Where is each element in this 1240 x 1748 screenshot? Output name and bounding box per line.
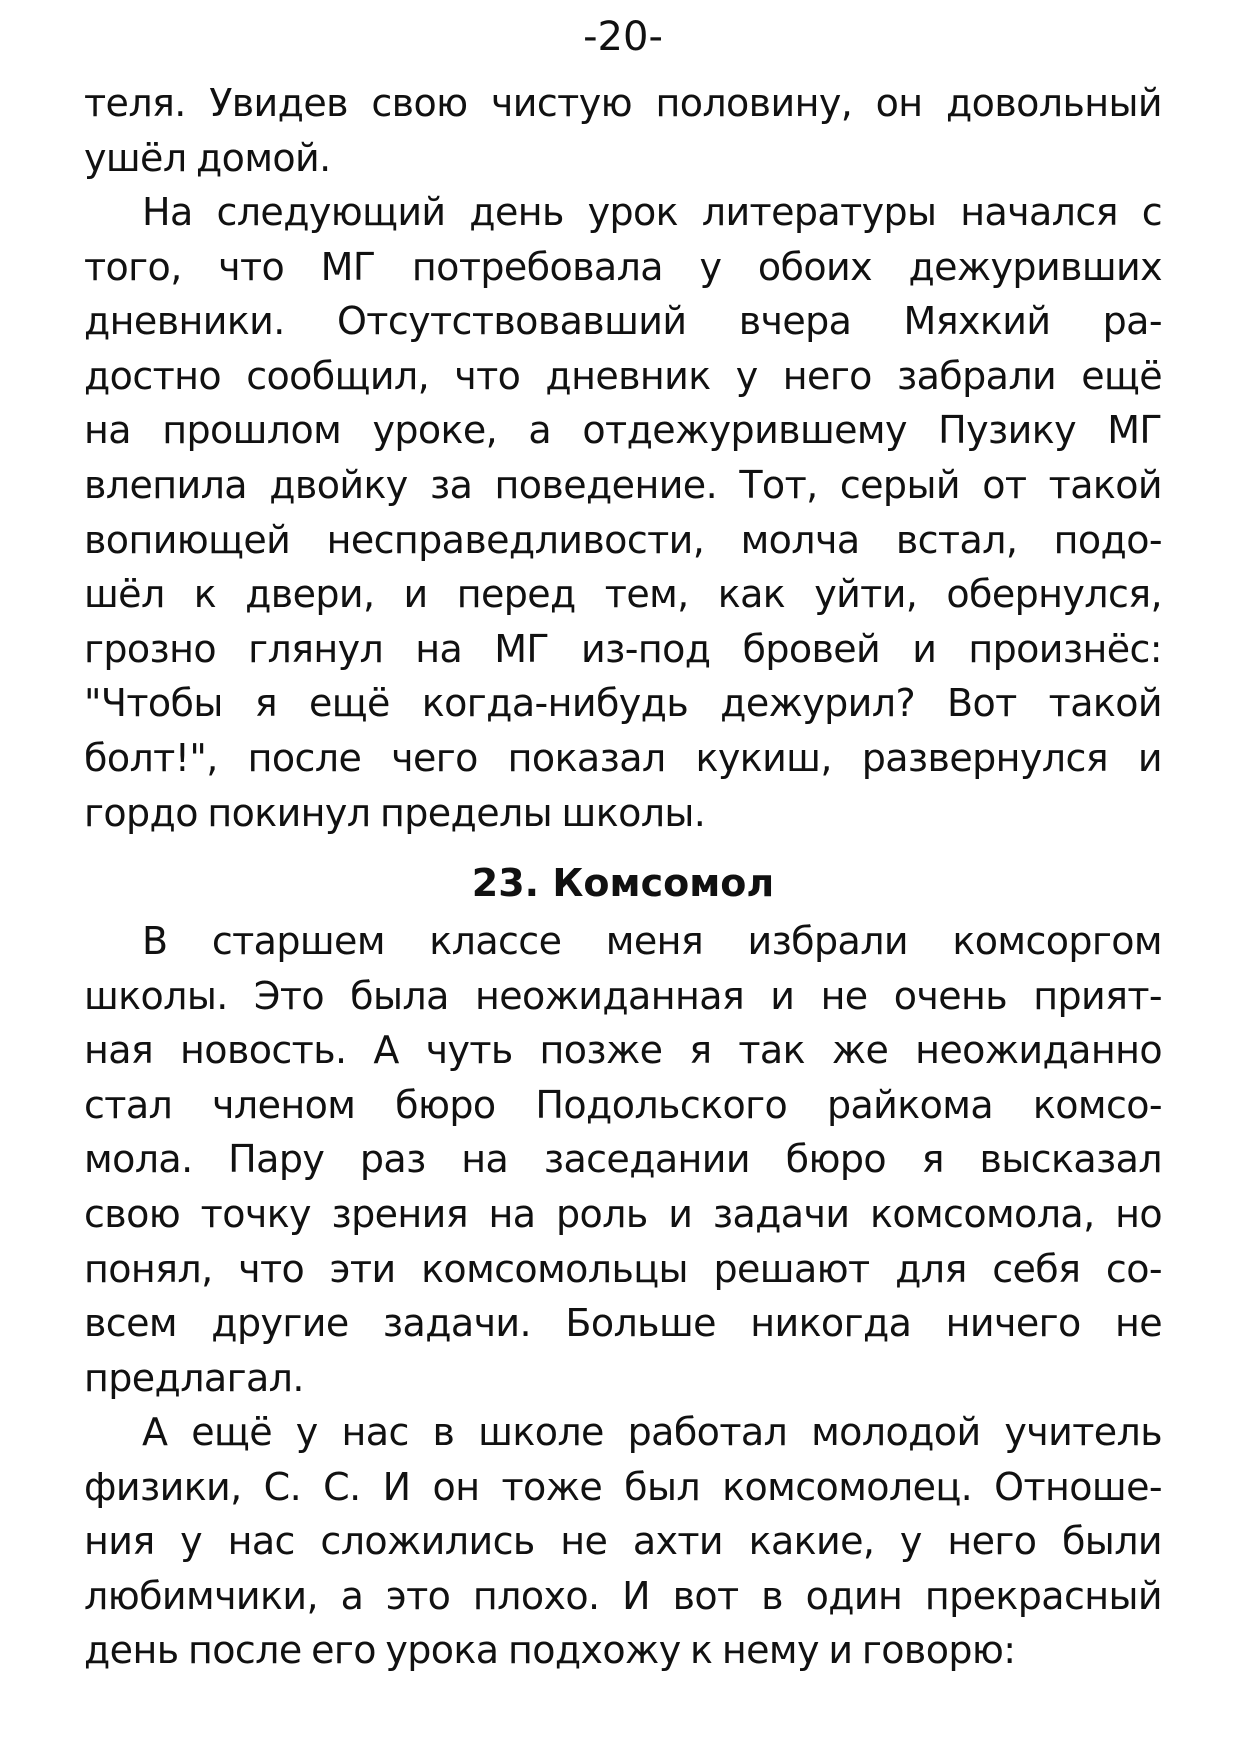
paragraph-3 [84,914,1162,1405]
text-line: свою точку зрения на роль и задачи комсомола, но [84,1191,1162,1236]
text-line: мола. Пару раз на заседании бюро я высказал [84,1137,1162,1182]
text-line: школы. Это была неожиданная и не очень прият- [84,973,1162,1018]
text-line: физики, С. С. И он тоже был комсомолец. Отноше- [84,1464,1162,1509]
text-line: того, что МГ потребовала у обоих дежуривших [84,244,1162,289]
paragraph-2 [84,185,1162,840]
text-line: болт!", после чего показал кукиш, развернулся и [84,735,1162,780]
text-line: день после его урока подхожу к нему и говорю: [84,1628,1016,1673]
paragraph-4 [84,1405,1162,1678]
text-line: А ещё у нас в школе работал молодой учитель [142,1410,1162,1454]
text-line: гордо покинул пределы школы. [84,790,706,835]
text-line: достно сообщил, что дневник у него забрали ещё [84,353,1162,398]
text-line: грозно глянул на МГ из-под бровей и произнёс: [84,626,1162,671]
text-line: всем другие задачи. Больше никогда ничего не [84,1301,1162,1346]
paragraph-1 [84,76,1162,185]
text-line: "Чтобы я ещё когда-нибудь дежурил? Вот такой [84,681,1162,726]
text-line: любимчики, а это плохо. И вот в один прекрасный [84,1573,1162,1618]
text-line: В старшем классе меня избрали комсоргом [142,919,1162,963]
text-line: теля. Увидев свою чистую половину, он довольный [84,81,1162,125]
text-line: вопиющей несправедливости, молча встал, подо- [84,517,1162,562]
text-line: шёл к двери, и перед тем, как уйти, обернулся, [84,572,1162,617]
text-line: ная новость. А чуть позже я так же неожиданно [84,1028,1162,1073]
text-line: на прошлом уроке, а отдежурившему Пузику МГ [84,408,1162,453]
text-line: На следующий день урок литературы начался с [142,190,1162,234]
text-line: дневники. Отсутствовавший вчера Мяхкий ра- [84,299,1162,344]
text-line: понял, что эти комсомольцы решают для себя со- [84,1246,1162,1291]
text-line: ушёл домой. [84,135,331,180]
page-number: -20- [583,14,663,60]
text-line: стал членом бюро Подольского райкома комсо- [84,1082,1162,1127]
section-heading: 23. Комсомол [471,861,775,905]
text-line: предлагал. [84,1355,304,1400]
text-line: ния у нас сложились не ахти какие, у него были [84,1519,1162,1564]
text-line: влепила двойку за поведение. Тот, серый от такой [84,462,1162,507]
